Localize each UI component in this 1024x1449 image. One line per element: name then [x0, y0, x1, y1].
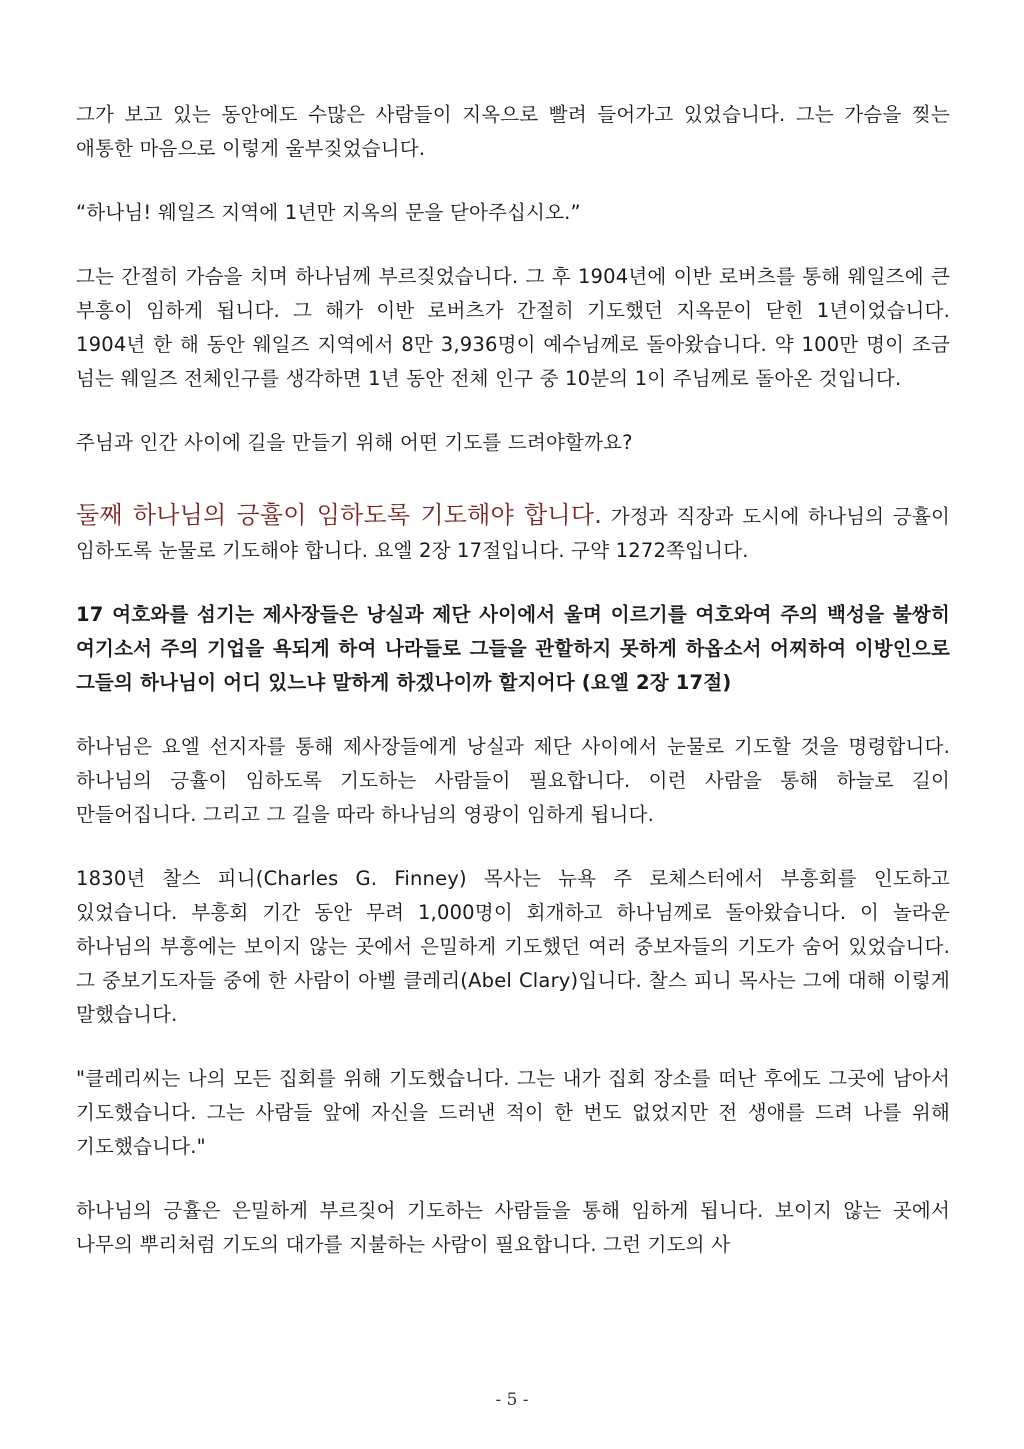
paragraph-9: 하나님의 긍휼은 은밀하게 부르짖어 기도하는 사람들을 통해 임하게 됩니다. 보이지 않는 곳에서 나무의 뿌리처럼 기도의 대가를 지불하는 사람이 필요합니다. 그런 기도의 사: [76, 1199, 950, 1256]
paragraph-8-quote: "클레리씨는 나의 모든 집회를 위해 기도했습니다. 그는 내가 집회 장소를 떠난 후에도 그곳에 남아서 기도했습니다. 그는 사람들 앞에 자신을 드러낸 적이 한 번도 없었지만 전 생애를 드려 나를 위해 기도했습니다.": [76, 1067, 950, 1158]
paragraph-6: 하나님은 요엘 선지자를 통해 제사장들에게 낭실과 제단 사이에서 눈물로 기도할 것을 명령합니다. 하나님의 긍휼이 임하도록 기도하는 사람들이 필요합니다. 이런 사람을 통해 하늘로 길이 만들어집니다. 그리고 그 길을 따라 하나님의 영광이 임하게 됩니다.: [76, 735, 950, 826]
section-heading: 둘째 하나님의 긍휼이 임하도록 기도해야 합니다.: [76, 501, 603, 529]
page-number: - 5 -: [495, 1390, 529, 1410]
scripture-verse: 17 여호와를 섬기는 제사장들은 낭실과 제단 사이에서 울며 이르기를 여호와여 주의 백성을 불쌍히 여기소서 주의 기업을 욕되게 하여 나라들로 그들을 관할하지 못하게 하옵소서 어찌하여 이방인으로 그들의 하나님이 어디 있느냐 말하게 하겠나이까 할지어다 (요엘 2장 17절): [76, 603, 950, 694]
paragraph-7: 1830년 찰스 피니(Charles G. Finney) 목사는 뉴욕 주 로체스터에서 부흥회를 인도하고 있었습니다. 부흥회 기간 동안 무려 1,000명이 회개하고 하나님께로 돌아왔습니다. 이 놀라운 하나님의 부흥에는 보이지 않는 곳에서 은밀하게 기도했던 여러 중보자들의 기도가 숨어 있었습니다. 그 중보기도자들 중에 한 사람이 아벨 클레리(Abel Clary)입니다. 찰스 피니 목사는 그에 대해 이렇게 말했습니다.: [76, 867, 950, 1026]
paragraph-3: 그는 간절히 가슴을 치며 하나님께 부르짖었습니다. 그 후 1904년에 이반 로버츠를 통해 웨일즈에 큰 부흥이 임하게 됩니다. 그 해가 이반 로버츠가 간절히 기도했던 지옥문이 닫힌 1년이었습니다. 1904년 한 해 동안 웨일즈 지역에서 8만 3,936명이 예수님께로 돌아왔습니다. 약 100만 명이 조금 넘는 웨일즈 전체인구를 생각하면 1년 동안 전체 인구 중 10분의 1이 주님께로 돌아온 것입니다.: [76, 265, 950, 390]
paragraph-second-point: [76, 498, 950, 568]
paragraph-1: 그가 보고 있는 동안에도 수많은 사람들이 지옥으로 빨려 들어가고 있었습니다. 그는 가슴을 찢는 애통한 마음으로 이렇게 울부짖었습니다.: [76, 103, 950, 160]
paragraph-quote-prayer: “하나님! 웨일즈 지역에 1년만 지옥의 문을 닫아주십시오.”: [76, 201, 581, 224]
section-heading-body: 가정과 직장과 도시에 하나님의 긍휼이 임하도록 눈물로 기도해야 합니다. 요엘 2장 17절입니다. 구약 1272쪽입니다.: [76, 505, 950, 562]
paragraph-question: 주님과 인간 사이에 길을 만들기 위해 어떤 기도를 드려야할까요?: [76, 431, 633, 454]
document-page: [76, 98, 950, 1262]
